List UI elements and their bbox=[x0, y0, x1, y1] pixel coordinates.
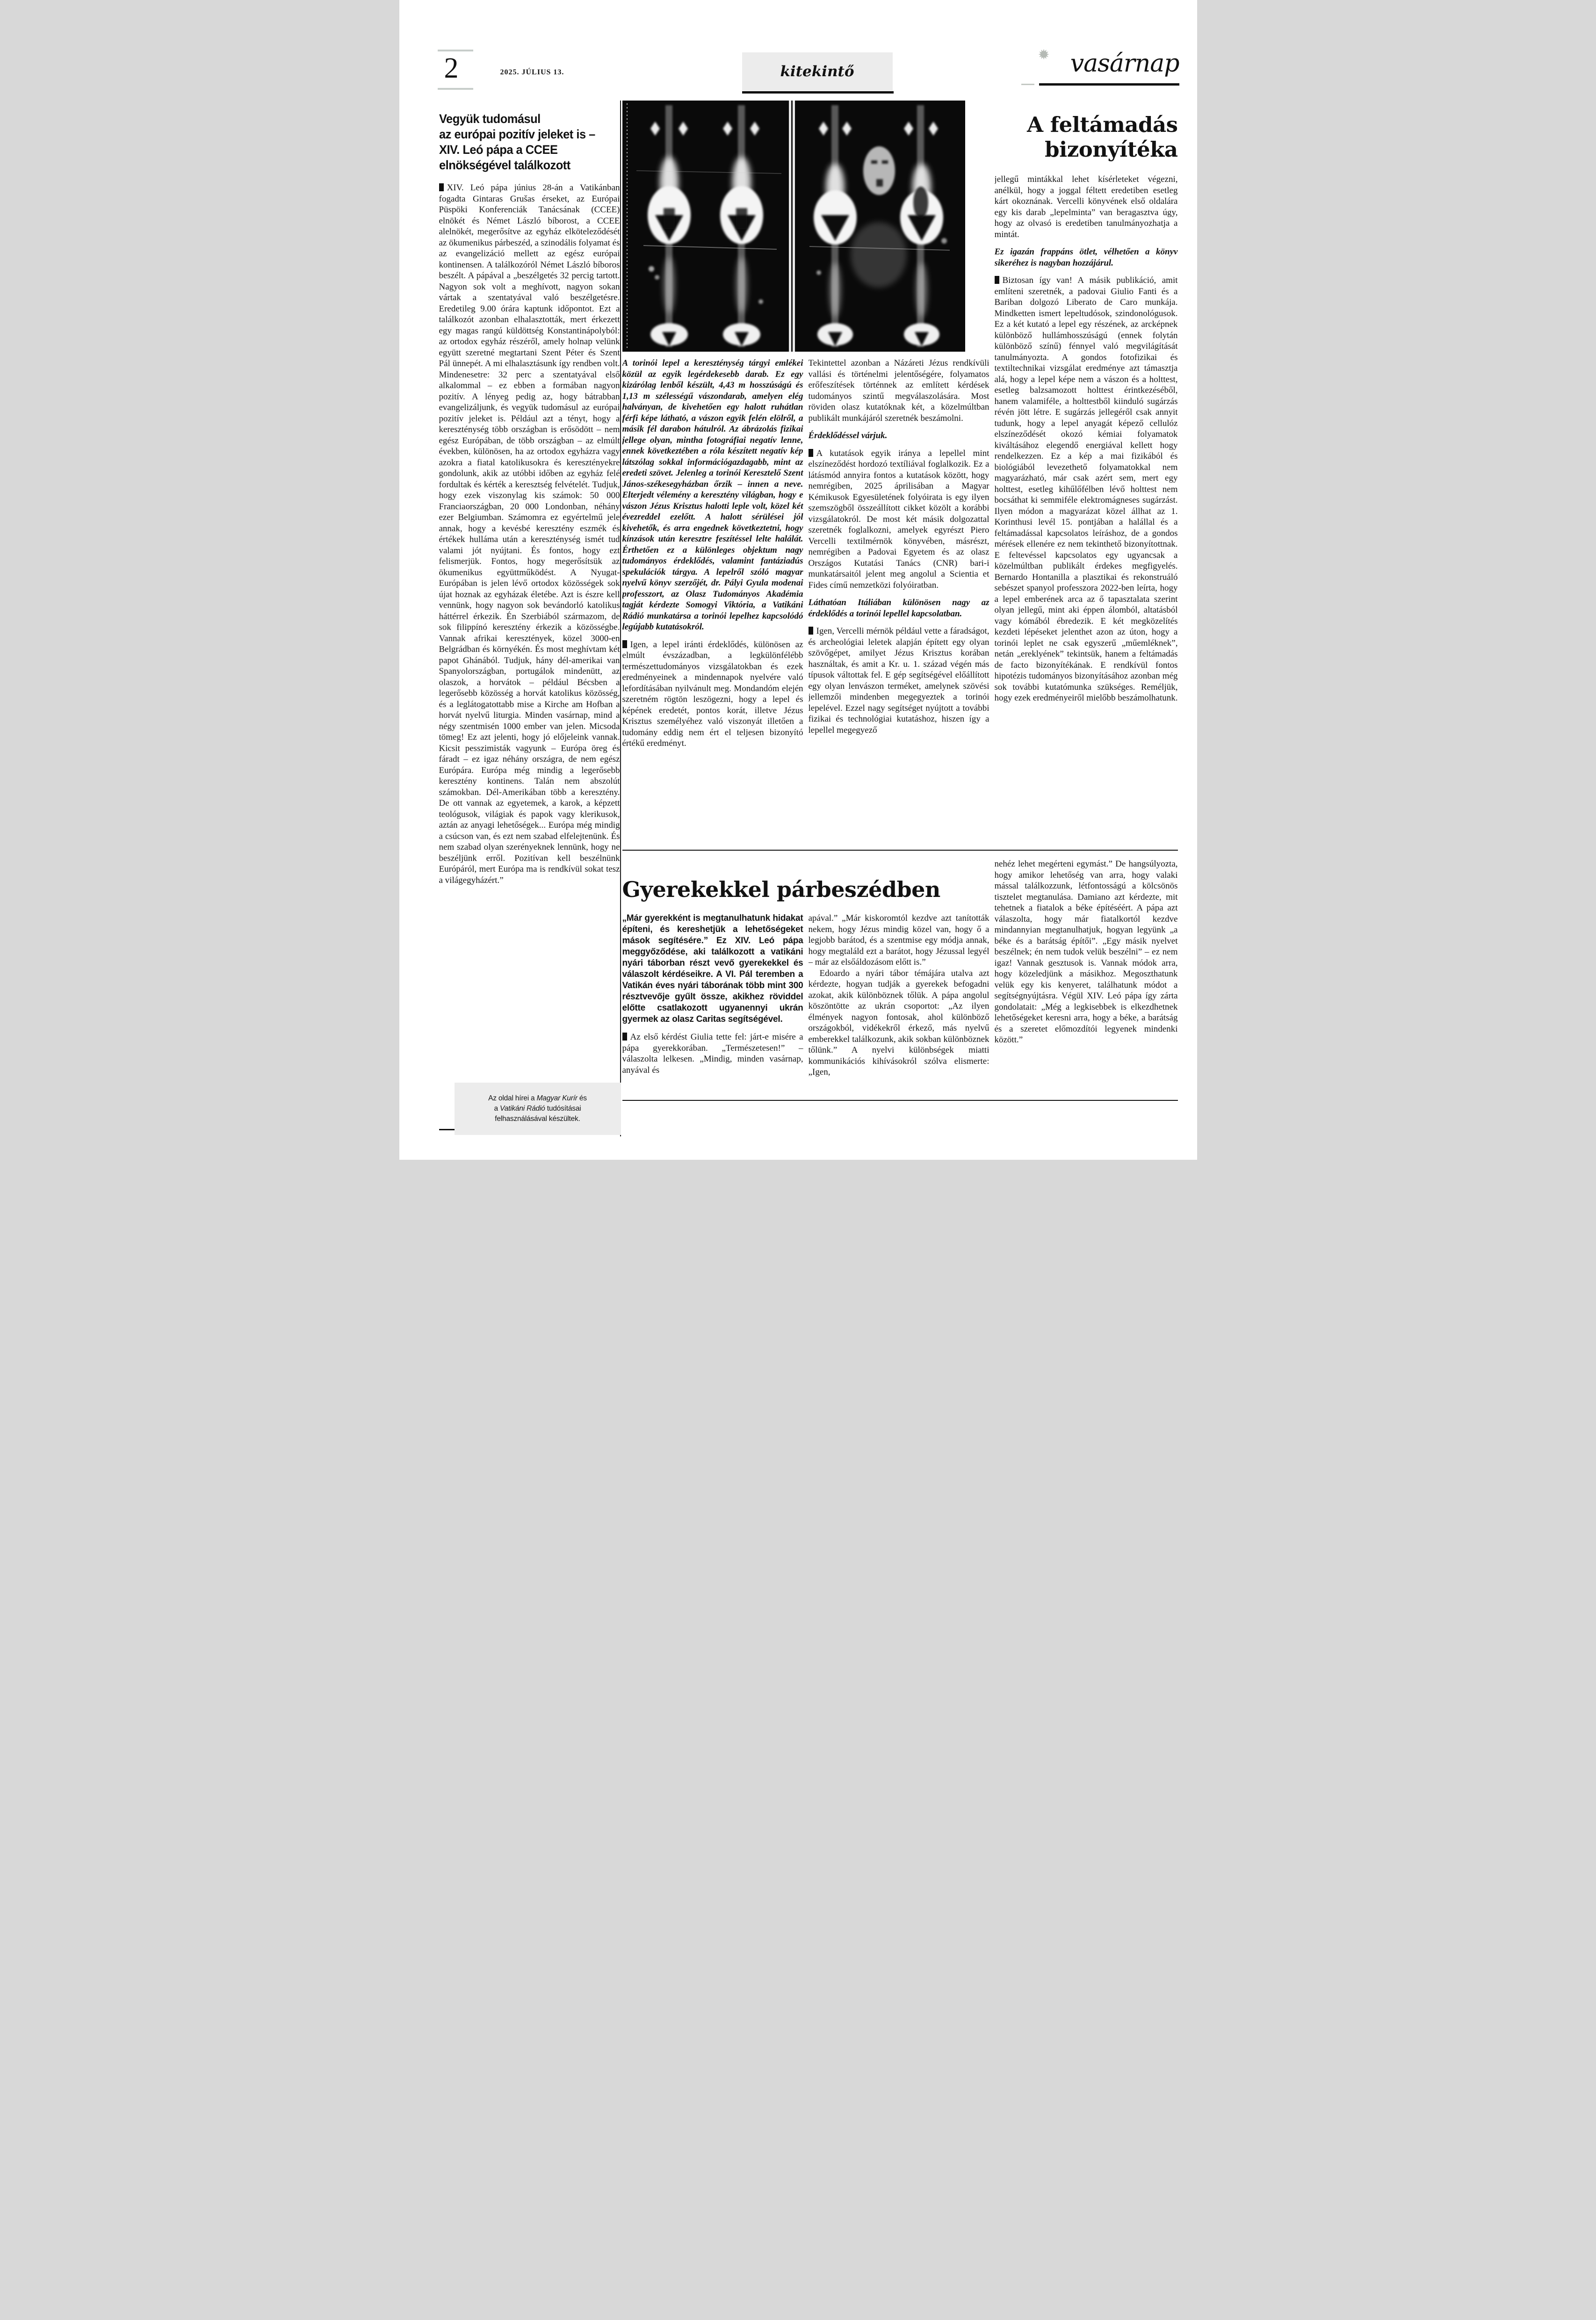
interview-question-2: Érdeklődéssel várjuk. bbox=[808, 431, 888, 441]
interview-column-4 bbox=[995, 112, 1178, 849]
masthead-underline bbox=[1039, 83, 1179, 86]
children-article-column-2 bbox=[809, 913, 989, 1098]
section-divider-rule bbox=[622, 850, 1178, 851]
interview-headline bbox=[995, 112, 1178, 162]
paragraph-marker-icon bbox=[439, 183, 444, 191]
headline-line: A feltámadás bbox=[1027, 112, 1178, 137]
interview-answer-2 bbox=[809, 448, 989, 591]
headline-line: elnökségével találkozott bbox=[439, 158, 571, 172]
section-underline bbox=[742, 91, 894, 94]
children-article-body-continued: nehéz lehet megérteni egymást.” De hangsúlyozta, hogy amikor lehetőség van arra, hogy valaki mással találkozzunk, létfontosságú a kölcsönös tisztelet megtanulása. Damiano azt kérdezte, mit tehetnek a fiatalok a béke építéséért. A pápa azt válaszolta, hogy már fiatalkortól kezdve mindannyian megtanulhatjuk, hogyan legyünk „a béke és a barátság építői”. „Egy másik nyelvet beszélnek; én nem tudok velük beszélni” – ez nem igaz! Vannak gesztusok is. Vannak módok arra, hogy közeledjünk a másikhoz. Megoszthatunk velük egy kis kenyeret, találhatunk módot a segítségnyújtásra. Végül XIV. Leó pápa így zárta gondolatait: „Még a legkisebbek is elkezdhetnek lehetőségeket keresni arra, hogy a béke, a barátság és a szeretet előmozdítói legyenek mindenki között.” bbox=[994, 859, 1178, 1045]
paragraph-marker-icon bbox=[809, 449, 813, 457]
shroud-photo-art bbox=[622, 101, 965, 352]
paragraph-marker-icon bbox=[622, 1033, 627, 1041]
interview-answer-1 bbox=[622, 639, 803, 749]
source-note-text: a bbox=[494, 1105, 500, 1113]
paragraph-marker-icon bbox=[995, 276, 999, 284]
children-article-lead: „Már gyerekként is megtanulhatunk hidakat építeni, és kereshetjük a lehetőségeket mások segítésére.” Ez XIV. Leó pápa meggyőződése, aki találkozott a vatikáni nyári táborban részt vevő gyerekekkel és válaszolt kérdéseikre. A VI. Pál teremben a Vatikán éves nyári táborának több mint 300 résztvevője gyűlt össze, akikhez röviddel előtte csatlakozott ugyanennyi ukrán gyermek az olasz Caritas segítségével. bbox=[622, 913, 803, 1024]
paragraph-marker-icon bbox=[809, 627, 813, 635]
interview-answer-3 bbox=[809, 626, 989, 736]
children-article-qa bbox=[622, 1032, 803, 1076]
source-note-text: tudósításai bbox=[545, 1105, 581, 1113]
masthead-dash bbox=[1021, 84, 1034, 85]
children-article-column-1 bbox=[622, 913, 803, 1098]
source-note-publication: Vatikáni Rádió bbox=[500, 1105, 545, 1113]
paragraph-text: Igen, Vercelli mérnök például vette a fáradságot, és archeológiai leletek alapján épített egy olyan szövőgépet, amilyet Jézus Krisztus korában használtak, és amit a Kr. u. 1. század végén más típusok váltottak fel. E gép segítségével előállított egy olyan lenvászon terméket, amelynek szövési jellemzői mindenben megegyeztek a torinói lepelével. Ezzel nagy segítséget nyújtott a további fizikai és technológiai kutatáshoz, hiszen így a lepellel megegyező bbox=[808, 626, 989, 735]
interview-column-2 bbox=[622, 358, 803, 849]
headline-line: Vegyük tudomásul bbox=[439, 112, 541, 126]
issue-date: 2025. JÚLIUS 13. bbox=[500, 68, 564, 76]
interview-column-3 bbox=[809, 358, 989, 849]
paragraph-text: Az első kérdést Giulia tette fel: járt-e misére a pápa gyerekkorában. „Természetesen!” – válaszolta lelkesen. „Mindig, minden vasárnap, anyával és bbox=[622, 1032, 803, 1075]
source-note-text: Az oldal hírei a bbox=[488, 1094, 537, 1102]
interview-answer-4 bbox=[995, 275, 1178, 704]
article-ccee-headline bbox=[439, 111, 609, 173]
source-note-line: felhasználásával készültek. bbox=[495, 1115, 580, 1123]
article-ccee bbox=[439, 111, 620, 1076]
shroud-caption: A torinói lepel a kereszténység tárgyi emlékei közül az egyik legérdekesebb darab. Ez egy kizárólag lenből készült, 4,43 m hosszúságú és 1,13 m szélességű vászondarab, amelyen elég halványan, de kivehetően egy halott ruhátlan férfi képe látható, a vászon egyik felén elölről, a másik fél darabon hátulról. Az ábrázolás fizikai jellege olyan, mintha fotográfiai negatív lenne, ennek következtében a róla készített negatív kép látszólag sokkal információgazdagabb, mint az eredeti szövet. Jelenleg a torinói Keresztelő Szent János-székesegyházban őrzik – innen a neve. Elterjedt vélemény a keresztény világban, hogy e vászon Jézus Krisztus halotti leple volt, közel két évezreddel ezelőtt. A halott sérülései jól kivehetők, és arra engednek következtetni, hogy kínzások után keresztre feszítéssel lelte halálát. Érthetően ez a különleges objektum nagy tudományos érdeklődés, valamint fantáziadús spekulációk tárgya. A lepelről szóló magyar nyelvű könyv szerzőjét, dr. Pályi Gyula modenai professzort, az Olasz Tudományos Akadémia tagját kérdezte Somogyi Viktória, a Vatikáni Rádió munkatársa a torinói lepelhez kapcsolódó legújabb kutatásokról. bbox=[622, 358, 803, 632]
bottom-rule bbox=[622, 1100, 1178, 1101]
headline-line: XIV. Leó pápa a CCEE bbox=[439, 143, 557, 157]
headline-line: bizonyítéka bbox=[1045, 137, 1178, 162]
newspaper-page bbox=[399, 0, 1197, 1160]
interview-answer-3-continued: jellegű mintákkal lehet kísérleteket végezni, anélkül, hogy a joggal féltett eredetiben esetleg kárt okoznának. Vercelli könyvének első oldalára egy kis darab „lepelminta” van beragasztva úgy, hogy az olvasó is eredetiben tanulmányozhatja a mintát. bbox=[994, 174, 1178, 239]
article-ccee-body bbox=[439, 182, 620, 886]
page-number: 2 bbox=[444, 52, 459, 84]
paragraph-text: Biztosan így van! A másik publikáció, amit említeni szeretnék, a padovai Giulio Fanti és a Bariban dolgozó Liberato de Caro munkája. Mindketten ismert lepeltudósok, szindonológusok. Ez a két kutató a lepel egy részének, az arcképnek különböző hullámhosszúságú (ennek folytán különböző színű) fénnyel való megvilágítását tanulmányozta. A gondos fotofizikai és textiltechnikai vizsgálat eredménye azt támasztja alá, hogy a lepel képe nem a vászon és a holttest, esetleg balzsamozott holttest érintkezéséből, hanem valamiféle, a holttestből kiinduló sugárzás révén jött létre. E sugárzás jellegéről csak annyit tudunk, hogy a lepel anyagát képező cellulóz elszíneződését okozó kémiai folyamatok kiváltásához elegendő energiával kellett hogy rendelkezzen. Ez a kép a mai fizikából és biológiából levezethető folyamatokkal nem magyarázható, már csak azért sem, mert egy holttest, esetleg kihűlőfélben lévő holttest nem bocsáthat ki semmiféle elektromágneses sugárzást. Ilyen módon a magyarázat közel állhat az 1. Korinthusi levél 15. pontjában a halállal és a feltámadással kapcsolatos leíráshoz, de a gondos mérések ellenére ez nem tekinthető bizonyítottnak. E feltevéssel kapcsolatos egy ugyancsak a közelmúltban publikált érdekes megfigyelés. Bernardo Hontanilla a plasztikai és rekonstruáló sebészet spanyol professzora 2022-ben leírta, hogy a lepel emberének arca az ő tapasztalata szerint olyan jellegű, mint aki éppen álomból, altatásból vagy kómából ébredezik. E két megközelítés kezdeti lépéseket jelenthet azon az úton, hogy a torinói leplet ne csak egyszerű „műemléknek”, netán „ereklyének” tekintsük, hanem a feltámadás de facto bizonyítékának. E rendkívül fontos hipotézis tudományos bizonyításához azonban még sok további kutatómunka szükséges. Reméljük, hogy ezek eredményeiről mielőbb beszámolhatunk. bbox=[994, 275, 1178, 703]
interview-question-3: Láthatóan Itáliában különösen nagy az érdeklődés a torinói lepellel kapcsolatban. bbox=[808, 598, 989, 619]
source-note-line bbox=[488, 1093, 587, 1104]
interview-question-4: Ez igazán frappáns ötlet, vélhetően a könyv sikeréhez is nagyban hozzájárul. bbox=[994, 247, 1178, 268]
children-article-headline: Gyerekekkel párbeszédben bbox=[622, 877, 940, 902]
paragraph-marker-icon bbox=[622, 640, 627, 648]
children-article-column-3 bbox=[995, 859, 1178, 1098]
interview-answer-1-continued: Tekintettel azonban a Názáreti Jézus rendkívüli vallási és történelmi jelentőségére, folyamatos erőfeszítések történnek az említett kérdések tudományos szintű megválaszolására. Most röviden olasz kutatóknak két, a közelmúltban publikált munkájáról szeretnék beszámolni. bbox=[808, 358, 989, 423]
section-label-box bbox=[742, 52, 893, 91]
sun-icon: ✹ bbox=[1038, 47, 1050, 63]
source-note-text: és bbox=[577, 1094, 587, 1102]
source-note-publication: Magyar Kurír bbox=[536, 1094, 578, 1102]
paragraph-text: Igen, a lepel iránti érdeklődés, különösen az elmúlt évszázadban, a legkülönfélébb természettudományos vizsgálatokban és ezek eredményeinek a mindennapok nyelvére való lefordításában nyilvánult meg. Mondandóm elején szeretném rögtön leszögezni, hogy a lepel és képének eredetét, pontos korát, illetve Jézus Krisztus személyéhez való viszonyát illetően a tudomány eddig nem ért el teljesen bizonyító értékű eredményt. bbox=[622, 639, 803, 748]
source-note-box bbox=[455, 1083, 621, 1135]
paragraph-text: XIV. Leó pápa június 28-án a Vatikánban fogadta Gintaras Grušas érseket, az Európai Püspöki Konferenciák Tanácsának (CCEE) elnökét és Német László bíborost, a CCEE alelnökét, megerősítve az egyház elköteleződését az ökumenikus párbeszéd, a szinodális folyamat és az evangelizáció mellett az egész európai kontinensen. A találkozóról Német László bíboros beszélt. A pápával a „beszélgetés 32 percig tartott. Nagyon sok volt a meghívott, nagyon sokan vártak a szentatyával való beszélgetésre. Eredetileg 9.00 órára kaptunk időpontot. Ezt a találkozót azonban elhalasztották, mert érkezett egy magas rangú küldöttség Konstantinápolyból: az ortodox egyház részéről, amely holnap velünk együtt szeretné megtartani Szent Péter és Szent Pál ünnepét. A mi elhalasztásunk így rendben volt. Mindenesetre: 32 perc a szentatyával első alkalommal – ez ebben a formában nagyon pozitív. A lényeg pedig az, hogy bátrabban evangelizáljunk, és vegyük tudomásul az európai pozitív jeleket is. Például azt a tényt, hogy a kereszténység több országban is erősödött – nem egész Európában, de több országban – az elmúlt években, különösen, ha az ortodox egyházra vagy azokra a fiatal katolikusokra és keresztényekre gondolunk, akik az utóbbi időben az egyház felé fordultak és kérték a keresztség felvételét. Tudjuk, hogy ezek viszonylag kis számok: 50 000 Franciaországban, 20 000 Londonban, néhány ezer Belgiumban. Számomra ez egyértelmű jele annak, hogy a kevésbé keresztény eszmék és értékek hulláma után a kereszténység ismét tud valami jót nyújtani. És fontos, hogy ezt felismerjük. Fontos, hogy megerősítsük az ökumenikus együttműködést. A Nyugat-Európában is jelen lévő ortodox közösségek sok újat hoznak az egyházak életébe. Azt is észre kell vennünk, hogy nagyon sok bevándorló katolikus háttérrel érkezik. Én Szerbiából származom, de sok filippínó keresztény érkezik a közösségbe. Vannak afrikai keresztények, közel 3000-en Belgrádban és környékén. És most meghívtam két papot Ghánából. Tudjuk, hány dél-amerikai van Spanyolországban, portugálok mindenütt, az olaszok, a horvátok – például Bécsben a legerősebb közösség a horvát katolikus közösség, és a leglátogatottabb mise a Kirche am Hofban a horvát nyelvű liturgia. Minden vasárnap, mind a négy szentmisén 1000 ember van jelen. Micsoda tömeg! Ez azt jelenti, hogy jó előjeleink vannak. Kicsit pesszimisták vagyunk – Európa öreg és fáradt – ez igaz néhány országra, de nem egész Európára. Európa még mindig a legerősebb keresztény kontinens. Talán nem abszolút számokban. Dél-Amerikában több a keresztény. De ott vannak az egyetemek, a karok, a képzett teológusok, világiak és papok vagy klerikusok, aztán az anyagi lehetőségek... Európa még mindig a csúcson van, és ezt nem szabad elfelejtenünk. És nem szabad olyan szerényeknek lennünk, hogy ne beszéljünk erről. Pozitívan kell beszélnünk Európáról, mert Európa ma is rendkívül sokat tesz a világegyházért.” bbox=[439, 183, 620, 885]
children-article-body: apával.” „Már kiskoromtól kezdve azt tanították nekem, hogy Jézus mindig közel van, hogy ő a legjobb barátod, és a szentmise egy módja annak, hogy megtaláld ezt a barátot, hogy Jézussal legyél – már az elsőáldozásom előtt is.” bbox=[808, 913, 989, 967]
page-number-rule-bottom bbox=[438, 88, 473, 90]
children-article-body: Edoardo a nyári tábor témájára utalva azt kérdezte, hogyan tudják a gyerekek befogadni azokat, akik különböznek tőlük. A pápa angolul köszöntötte az ukrán csoportot: „Az ilyen élmények nagyon fontosak, ahol különböző országokból, vidékekről érkező, más nyelvű emberekkel találkozunk, akik sokban különböznek tőlünk.” A nyelvi különbségek miatti kommunikációs kihívásokról szólva elismerte: „Igen, bbox=[808, 968, 989, 1077]
masthead: vasárnap bbox=[1070, 50, 1179, 78]
headline-line: az európai pozitív jeleket is – bbox=[439, 127, 595, 141]
source-note-line bbox=[494, 1104, 581, 1114]
shroud-photo bbox=[622, 101, 965, 352]
section-label: kitekintő bbox=[780, 63, 854, 80]
column-divider bbox=[620, 101, 621, 1136]
paragraph-text: A kutatások egyik iránya a lepellel mint elszíneződést hordozó textíliával foglalkozik. Ez a látásmód annyira fontos a kutatások között, hogy nemrégiben, 2025 áprilisában a Magyar Kémikusok Egyesületének folyóirata is egy ilyen szemszögből összeállított cikket közölt a korábbi vizsgálatokról. De most két másik dolgozattal szeretnék foglalkozni, amelyek egyrészt Piero Vercelli textilmérnök könyvében, másrészt, nemrégiben a Padovai Egyetem és az olasz Országos Kutatási Tanács (CNR) bari-i munkatársaitól jelent meg angolul a Scientia et Fides című nemzetközi folyóiratban. bbox=[808, 448, 989, 590]
